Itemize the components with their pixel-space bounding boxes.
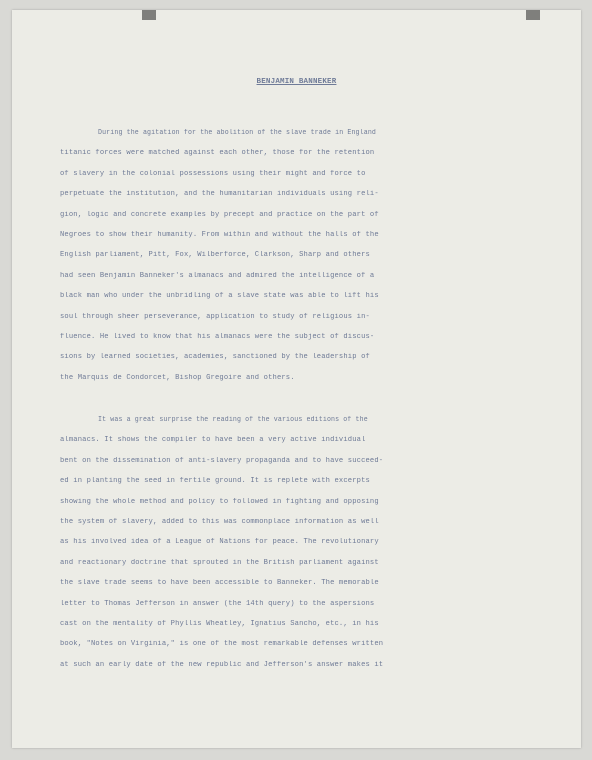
text-line: During the agitation for the abolition of the slave trade in England: [98, 129, 377, 137]
document-body: [12, 10, 581, 748]
text-line: cast on the mentality of Phyllis Wheatley, Ignatius Sancho, etc., in his: [60, 620, 379, 628]
document-title: BENJAMIN BANNEKER: [256, 78, 337, 86]
text-line: the system of slavery, added to this was commonplace information as well: [60, 518, 379, 526]
text-line: at such an early date of the new republic and Jefferson's answer makes it: [60, 660, 384, 669]
text-line: as his involved idea of a League of Nations for peace. The revolutionary: [60, 538, 379, 547]
text-line: had seen Benjamin Banneker's almanacs and admired the intelligence of a: [60, 271, 375, 280]
text-line: sions by learned societies, academies, sanctioned by the leadership of: [60, 353, 370, 362]
text-line: the Marquis de Condorcet, Bishop Gregoire and others.: [60, 373, 295, 382]
text-line: showing the whole method and policy to followed in fighting and opposing: [60, 497, 379, 506]
text-line: Negroes to show their humanity. From within and without the halls of the: [60, 231, 379, 239]
text-line: the slave trade seems to have been accessible to Banneker. The memorable: [60, 579, 379, 588]
text-line: perpetuate the institution, and the humanitarian individuals using reli-: [60, 190, 379, 199]
text-line: book, "Notes on Virginia," is one of the most remarkable defenses written: [60, 640, 384, 649]
text-line: titanic forces were matched against each other, those for the retention: [60, 149, 375, 158]
text-line: gion, logic and concrete examples by precept and practice on the part of: [60, 210, 379, 219]
text-line: bent on the dissemination of anti-slavery propaganda and to have succeed-: [60, 456, 384, 465]
document-page: [12, 10, 581, 748]
text-line: and reactionary doctrine that sprouted in the British parliament against: [60, 558, 379, 567]
text-line: ed in planting the seed in fertile ground. It is replete with excerpts: [60, 477, 370, 486]
text-line: fluence. He lived to know that his almanacs were the subject of discus-: [60, 333, 375, 341]
text-line: letter to Thomas Jefferson in answer (the 14th query) to the aspersions: [60, 599, 375, 608]
text-line: black man who under the unbridling of a slave state was able to lift his: [60, 292, 379, 301]
text-line: soul through sheer perseverance, application to study of religious in-: [60, 312, 370, 321]
text-line: of slavery in the colonial possessions using their might and force to: [60, 169, 366, 178]
text-line: It was a great surprise the reading of the various editions of the: [98, 416, 368, 424]
text-line: English parliament, Pitt, Fox, Wilberforce, Clarkson, Sharp and others: [60, 251, 370, 260]
text-line: almanacs. It shows the compiler to have been a very active individual: [60, 436, 366, 445]
